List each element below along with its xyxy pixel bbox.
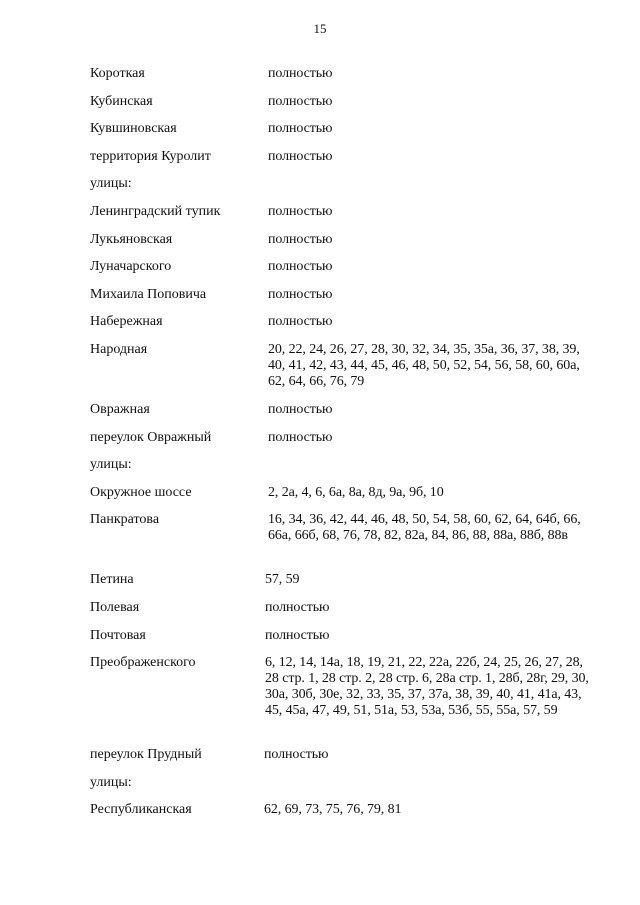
house-numbers: полностью (268, 93, 333, 109)
section-heading: улицы: (90, 176, 132, 192)
street-name: Народная (90, 341, 148, 357)
street-name: Короткая (90, 66, 145, 81)
house-numbers: полностью (268, 148, 333, 164)
house-numbers: полностью (268, 203, 333, 219)
house-numbers: полностью (268, 121, 333, 137)
street-name: Кувшиновская (90, 121, 177, 137)
table-row (0, 512, 640, 572)
street-name: Кубинская (90, 93, 153, 109)
street-name: переулок Овражный (90, 429, 212, 445)
table-row (0, 232, 640, 260)
table-row (0, 572, 640, 600)
table-row (0, 802, 640, 830)
table-row (0, 747, 640, 775)
street-name: Окружное шоссе (90, 484, 192, 500)
street-name: территория Куролит (90, 148, 211, 164)
table-row (0, 430, 640, 458)
street-table (0, 66, 640, 830)
house-numbers: полностью (268, 286, 333, 302)
page-number: 15 (313, 21, 327, 36)
house-numbers: полностью (268, 66, 333, 81)
section-heading-row (0, 176, 640, 204)
table-row (0, 66, 640, 94)
table-row (0, 204, 640, 232)
table-row (0, 402, 640, 430)
house-numbers: 62, 69, 73, 75, 76, 79, 81 (264, 802, 402, 818)
house-numbers: 16, 34, 36, 42, 44, 46, 48, 50, 54, 58, 60, 62, 64, 64б, 66, 66а, 66б, 68, 76, 78, 82, 82а, 84, 86, 88, 88а, 88б, 88в (268, 512, 581, 544)
house-numbers: 6, 12, 14, 14а, 18, 19, 21, 22, 22а, 22б, 24, 25, 26, 27, 28, 28 стр. 1, 28 стр. 2, 28 стр. 6, 28а стр. 1, 28б, 28г, 29, 30, 30а, 30б, 30е, 32, 33, 35, 37, 37а, 38, 39, 40, 41, 41а, 43, 45, 45а, 47, 49, 51, 51а, 53, 53а, 53б, 55, 55а, 57, 59 (265, 655, 589, 719)
house-numbers: полностью (268, 314, 333, 330)
street-name: Почтовая (90, 627, 146, 643)
street-name: Набережная (90, 314, 163, 330)
table-row (0, 259, 640, 287)
section-heading: улицы: (90, 774, 132, 790)
house-numbers: полностью (268, 259, 333, 275)
street-name: Петина (90, 572, 134, 588)
table-row (0, 94, 640, 122)
house-numbers: полностью (265, 627, 330, 643)
street-name: Преображенского (90, 655, 196, 671)
table-row (0, 600, 640, 628)
table-row (0, 287, 640, 315)
table-row (0, 121, 640, 149)
street-name: Овражная (90, 401, 150, 417)
house-numbers: полностью (268, 429, 333, 445)
street-name: Полевая (90, 599, 140, 615)
section-heading: улицы: (90, 457, 132, 473)
street-name: Республиканская (90, 802, 192, 818)
street-name: переулок Прудный (90, 747, 202, 763)
street-name: Панкратова (90, 512, 160, 528)
house-numbers: полностью (268, 401, 333, 417)
house-numbers: 57, 59 (265, 572, 300, 588)
section-heading-row (0, 457, 640, 485)
table-row (0, 655, 640, 747)
section-heading-row (0, 775, 640, 803)
house-numbers: полностью (264, 747, 329, 763)
street-name: Лукьяновская (90, 231, 173, 247)
street-name: Михаила Поповича (90, 286, 207, 302)
street-name: Ленинградский тупик (90, 203, 221, 219)
street-name: Луначарского (90, 259, 172, 275)
house-numbers: 20, 22, 24, 26, 27, 28, 30, 32, 34, 35, 35а, 36, 37, 38, 39, 40, 41, 42, 43, 44, 45, 46, 48, 50, 52, 54, 56, 58, 60, 60а, 62, 64, 66, 76, 79 (268, 341, 580, 389)
table-row (0, 149, 640, 177)
house-numbers: полностью (268, 231, 333, 247)
house-numbers: полностью (265, 599, 330, 615)
table-row (0, 314, 640, 342)
table-row (0, 485, 640, 513)
house-numbers: 2, 2а, 4, 6, 6а, 8а, 8д, 9а, 9б, 10 (268, 484, 444, 500)
table-row (0, 628, 640, 656)
table-row (0, 342, 640, 402)
